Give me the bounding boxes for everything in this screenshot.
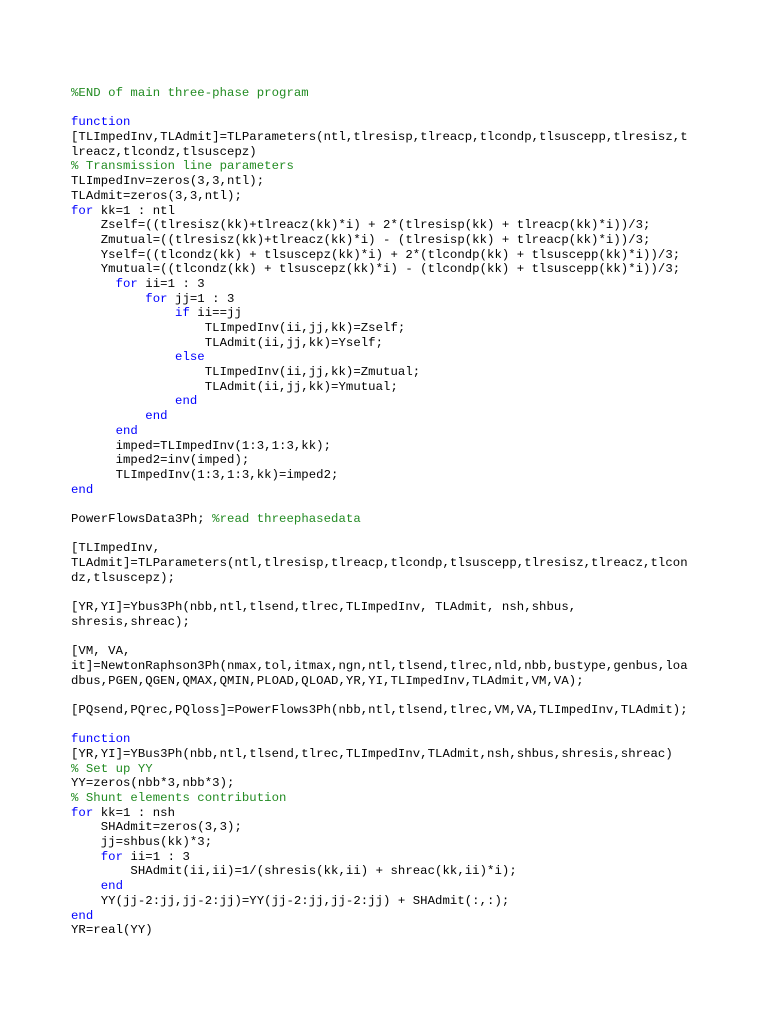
- code-line: [71, 850, 761, 865]
- code-keyword: function: [71, 732, 131, 747]
- code-line: [71, 791, 761, 806]
- code-text: [71, 292, 145, 306]
- code-line: [71, 512, 761, 527]
- code-line: [71, 277, 761, 292]
- code-line: [71, 380, 761, 395]
- code-text: [71, 350, 175, 364]
- code-keyword: end: [175, 394, 198, 409]
- code-text: YY(jj-2:jj,jj-2:jj)=YY(jj-2:jj,jj-2:jj) + SHAdmit(:,:);: [71, 893, 510, 908]
- code-text: imped=TLImpedInv(1:3,1:3,kk);: [71, 438, 332, 453]
- code-line: [71, 424, 761, 439]
- code-line: [71, 674, 761, 689]
- code-text: shresis,shreac);: [71, 614, 190, 629]
- code-text: TLImpedInv(1:3,1:3,kk)=imped2;: [71, 467, 339, 482]
- code-keyword: function: [71, 115, 131, 130]
- code-line: [71, 615, 761, 630]
- code-text: TLAdmit(ii,jj,kk)=Yself;: [71, 335, 384, 350]
- code-text: SHAdmit=zeros(3,3);: [71, 820, 242, 835]
- code-keyword: end: [145, 409, 168, 424]
- code-line: [71, 556, 761, 571]
- code-text: lreacz,tlcondz,tlsuscepz): [71, 144, 257, 159]
- blank-line: [71, 497, 761, 512]
- code-text: [71, 850, 101, 864]
- code-text: [71, 277, 116, 291]
- code-keyword: end: [115, 423, 138, 438]
- code-text: kk=1 : nsh: [93, 805, 176, 820]
- code-text: Ymutual=((tlcondz(kk) + tlsuscepz(kk)*i) - (tlcondp(kk) + tlsuscepp(kk)*i))/3;: [71, 262, 681, 277]
- code-text: dz,tlsuscepz);: [71, 570, 176, 585]
- code-keyword: for: [71, 805, 94, 820]
- code-line: [71, 350, 761, 365]
- code-line: [71, 321, 761, 336]
- code-comment: % Transmission line parameters: [71, 159, 294, 174]
- code-keyword: if: [175, 306, 190, 321]
- code-keyword: for: [115, 276, 138, 291]
- code-line: [71, 394, 761, 409]
- code-line: [71, 306, 761, 321]
- code-line: [71, 776, 761, 791]
- code-line: [71, 541, 761, 556]
- code-line: [71, 571, 761, 586]
- code-line: [71, 86, 761, 101]
- code-listing: [71, 86, 761, 938]
- code-text: Yself=((tlcondz(kk) + tlsuscepz(kk)*i) + 2*(tlcondp(kk) + tlsuscepp(kk)*i))/3;: [71, 247, 681, 262]
- code-line: [71, 204, 761, 219]
- code-text: imped2=inv(imped);: [71, 453, 250, 468]
- code-line: [71, 806, 761, 821]
- code-line: [71, 365, 761, 380]
- code-text: [71, 306, 175, 320]
- code-text: TLAdmit=zeros(3,3,ntl);: [71, 188, 242, 203]
- code-line: [71, 159, 761, 174]
- blank-line: [71, 718, 761, 733]
- code-text: ii=1 : 3: [137, 276, 205, 291]
- blank-line: [71, 688, 761, 703]
- code-keyword: else: [175, 350, 205, 365]
- code-line: [71, 703, 761, 718]
- code-text: [71, 409, 145, 423]
- code-line: [71, 644, 761, 659]
- blank-line: [71, 101, 761, 116]
- code-text: [PQsend,PQrec,PQloss]=PowerFlows3Ph(nbb,ntl,tlsend,tlrec,VM,VA,TLImpedInv,TLAdmit);: [71, 702, 688, 717]
- code-line: [71, 130, 761, 145]
- code-text: YR=real(YY): [71, 923, 153, 938]
- code-line: [71, 439, 761, 454]
- code-line: [71, 248, 761, 263]
- code-line: [71, 879, 761, 894]
- code-text: Zmutual=((tlresisz(kk)+tlreacz(kk)*i) - (tlresisp(kk) + tlreacp(kk)*i))/3;: [71, 232, 651, 247]
- code-line: [71, 659, 761, 674]
- blank-line: [71, 585, 761, 600]
- code-text: [TLImpedInv,: [71, 541, 161, 556]
- code-text: dbus,PGEN,QGEN,QMAX,QMIN,PLOAD,QLOAD,YR,YI,TLImpedInv,TLAdmit,VM,VA);: [71, 673, 584, 688]
- code-comment: %read threephasedata: [212, 511, 361, 526]
- code-line: [71, 262, 761, 277]
- code-keyword: for: [145, 291, 168, 306]
- blank-line: [71, 527, 761, 542]
- blank-line: [71, 629, 761, 644]
- code-line: [71, 115, 761, 130]
- code-line: [71, 864, 761, 879]
- code-line: [71, 409, 761, 424]
- code-line: [71, 292, 761, 307]
- code-text: [TLImpedInv,TLAdmit]=TLParameters(ntl,tlresisp,tlreacp,tlcondp,tlsuscepp,tlresisz,t: [71, 130, 688, 145]
- code-text: [VM, VA,: [71, 644, 131, 659]
- code-line: [71, 233, 761, 248]
- code-text: ii==jj: [189, 306, 242, 321]
- code-line: [71, 145, 761, 160]
- code-line: [71, 762, 761, 777]
- code-line: [71, 835, 761, 850]
- code-keyword: end: [71, 482, 94, 497]
- code-keyword: for: [71, 203, 94, 218]
- code-line: [71, 189, 761, 204]
- code-line: [71, 218, 761, 233]
- code-keyword: for: [100, 849, 124, 864]
- code-text: [71, 879, 101, 893]
- code-text: kk=1 : ntl: [93, 203, 176, 218]
- code-line: [71, 820, 761, 835]
- code-keyword: end: [100, 879, 124, 894]
- code-line: [71, 747, 761, 762]
- code-text: it]=NewtonRaphson3Ph(nmax,tol,itmax,ngn,ntl,tlsend,tlrec,nld,nbb,bustype,genbus,loa: [71, 658, 688, 673]
- code-text: TLAdmit(ii,jj,kk)=Ymutual;: [71, 379, 398, 394]
- code-text: [71, 394, 175, 408]
- code-text: TLImpedInv(ii,jj,kk)=Zself;: [71, 321, 406, 335]
- code-text: TLAdmit]=TLParameters(ntl,tlresisp,tlreacp,tlcondp,tlsuscepp,tlresisz,tlreacz,tlcon: [71, 556, 688, 570]
- code-line: [71, 468, 761, 483]
- code-line: [71, 923, 761, 938]
- code-line: [71, 732, 761, 747]
- code-text: ii=1 : 3: [123, 849, 190, 864]
- code-line: [71, 894, 761, 909]
- code-text: jj=1 : 3: [167, 291, 235, 306]
- code-comment: % Shunt elements contribution: [71, 791, 287, 805]
- code-line: [71, 174, 761, 189]
- code-line: [71, 483, 761, 498]
- code-text: YY=zeros(nbb*3,nbb*3);: [71, 776, 235, 791]
- code-line: [71, 336, 761, 351]
- code-text: [71, 424, 116, 438]
- code-line: [71, 453, 761, 468]
- code-text: [YR,YI]=YBus3Ph(nbb,ntl,tlsend,tlrec,TLImpedInv,TLAdmit,nsh,shbus,shresis,shreac): [71, 746, 673, 761]
- code-text: TLImpedInv(ii,jj,kk)=Zmutual;: [71, 365, 421, 380]
- code-text: Zself=((tlresisz(kk)+tlreacz(kk)*i) + 2*(tlresisp(kk) + tlreacp(kk)*i))/3;: [71, 218, 651, 233]
- code-text: [YR,YI]=Ybus3Ph(nbb,ntl,tlsend,tlrec,TLImpedInv, TLAdmit, nsh,shbus,: [71, 600, 577, 615]
- code-keyword: end: [71, 908, 94, 923]
- code-text: TLImpedInv=zeros(3,3,ntl);: [71, 174, 265, 189]
- code-line: [71, 909, 761, 924]
- code-comment: %END of main three-phase program: [71, 86, 309, 100]
- code-text: jj=shbus(kk)*3;: [71, 835, 213, 850]
- code-comment: % Set up YY: [71, 761, 153, 776]
- code-line: [71, 600, 761, 615]
- code-text: SHAdmit(ii,ii)=1/(shresis(kk,ii) + shreac(kk,ii)*i);: [71, 864, 517, 879]
- code-text: PowerFlowsData3Ph;: [71, 511, 213, 526]
